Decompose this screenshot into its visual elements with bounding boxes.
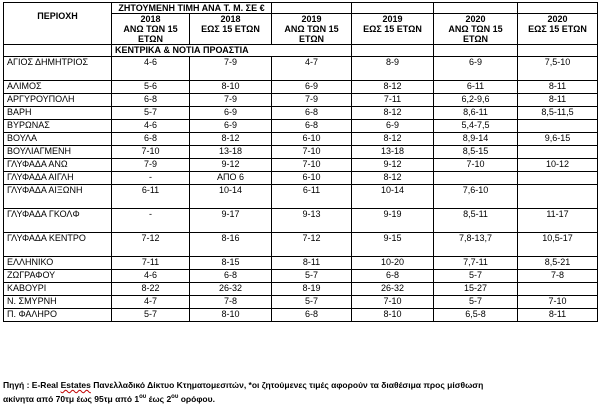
area-cell: ΓΛΥΦΑΔΑ ΑΙΞΩΝΗ [4,185,112,209]
price-cell: 6,5-8 [434,309,518,322]
column-year: 2020 [465,14,486,24]
price-cell: 8-12 [352,133,434,146]
area-cell: ΓΛΥΦΑΔΑ ΚΕΝΤΡΟ [4,233,112,257]
source-prefix: Πηγή : E-Real [3,380,61,390]
price-cell: 13-18 [190,146,272,159]
area-cell: ΓΛΥΦΑΔΑ ΓΚΟΛΦ [4,209,112,233]
price-cell: 6-9 [190,107,272,120]
price-cell: 7-8 [190,296,272,309]
price-cell: 13-18 [352,146,434,159]
column-label: ΕΩΣ 15 ΕΤΩΝ [201,24,260,34]
column-header [518,14,598,45]
price-cell: 9-13 [272,209,352,233]
price-cell: 7-11 [112,257,190,270]
area-cell: ΒΟΥΛΙΑΓΜΕΝΗ [4,146,112,159]
area-cell: ΚΑΒΟΥΡΙ [4,283,112,296]
price-cell: 7-9 [190,57,272,81]
price-cell [518,172,598,185]
price-cell: 8-19 [272,283,352,296]
price-cell: 8,5-11 [434,209,518,233]
table-row [4,146,598,159]
area-cell: ΖΩΓΡΑΦΟΥ [4,270,112,283]
price-cell: 8-9 [352,57,434,81]
price-cell: 4-6 [112,270,190,283]
price-cell [518,283,598,296]
price-cell: 9-15 [352,233,434,257]
price-cell: 7,5-10 [518,57,598,81]
price-cell: 6-10 [272,133,352,146]
table-row [4,94,598,107]
price-cell: 7-9 [112,159,190,172]
price-cell: 5-7 [434,296,518,309]
price-cell: 5-7 [434,270,518,283]
price-cell: 26-32 [352,283,434,296]
price-cell: 7,6-10 [434,185,518,209]
price-cell: 10-14 [352,185,434,209]
price-cell: 7-9 [190,94,272,107]
price-cell [518,146,598,159]
header-row-title [4,3,598,14]
column-header [190,14,272,45]
price-cell: 7-9 [272,94,352,107]
price-cell: 6-11 [434,81,518,94]
price-cell: 8-22 [112,283,190,296]
price-cell: 6-8 [112,133,190,146]
price-cell: 8-10 [190,309,272,322]
table-row [4,270,598,283]
source-sup1: ου [139,394,147,401]
price-cell: 4-6 [112,120,190,133]
price-cell: 5-6 [112,81,190,94]
table-row [4,185,598,209]
price-cell: 6-8 [272,107,352,120]
price-cell: 10-20 [352,257,434,270]
table-row [4,159,598,172]
section-row [4,45,598,57]
price-cell: 8,9-14 [434,133,518,146]
price-cell: 10,5-17 [518,233,598,257]
price-cell: 6-9 [352,120,434,133]
source-line2-c: ορόφου. [178,394,215,404]
price-cell: 8-10 [352,309,434,322]
column-label: ΕΩΣ 15 ΕΤΩΝ [528,24,587,34]
price-cell: 7-12 [112,233,190,257]
price-cell: 8-11 [272,257,352,270]
price-cell: 4-7 [112,296,190,309]
price-cell: 7-12 [272,233,352,257]
area-cell: ΒΟΥΛΑ [4,133,112,146]
price-cell: 8,5-11,5 [518,107,598,120]
table-row [4,107,598,120]
price-cell: 7,8-13,7 [434,233,518,257]
price-cell: - [112,209,190,233]
column-header [112,14,190,45]
column-year: 2018 [220,14,241,24]
price-cell: 7-10 [352,296,434,309]
column-label: ΑΝΩ ΤΩΝ 15 ΕΤΩΝ [123,24,178,44]
price-cell: 8,5-21 [518,257,598,270]
price-cell: 7-10 [272,146,352,159]
price-cell: 7,7-11 [434,257,518,270]
region-header: ΠΕΡΙΟΧΗ [4,3,112,45]
price-cell: 6-8 [112,94,190,107]
table-row [4,233,598,257]
source-note [3,378,597,406]
price-cell: 15-27 [434,283,518,296]
price-cell: 6-9 [190,120,272,133]
price-cell [518,120,598,133]
price-cell: 26-32 [190,283,272,296]
column-label: ΕΩΣ 15 ΕΤΩΝ [363,24,422,34]
area-cell: ΑΡΓΥΡΟΥΠΟΛΗ [4,94,112,107]
price-cell: 7-8 [518,270,598,283]
price-cell: 8-15 [190,257,272,270]
table-row [4,257,598,270]
price-cell: 10-14 [190,185,272,209]
price-cell: 7-11 [352,94,434,107]
table-row [4,296,598,309]
source-rest: Πανελλαδικό Δίκτυο Κτηματομεσιτών, *οι ζητούμενες τιμές αφορούν τα διαθέσιμα προς μίσθωση [90,380,484,390]
price-cell: 5-7 [112,107,190,120]
table-row [4,133,598,146]
price-cell: 6-9 [272,81,352,94]
area-cell: ΓΛΥΦΑΔΑ ΑΙΓΛΗ [4,172,112,185]
price-cell: 5-7 [272,270,352,283]
price-cell: 8,6-11 [434,107,518,120]
section-title: ΚΕΝΤΡΙΚΑ & ΝΟΤΙΑ ΠΡΟΑΣΤΙΑ [112,45,352,57]
price-cell: 6-11 [272,185,352,209]
price-cell: 5-7 [272,296,352,309]
price-cell: 8-12 [352,81,434,94]
price-cell: 8-12 [352,172,434,185]
price-cell: 9-12 [352,159,434,172]
column-header [352,14,434,45]
price-cell: 6-11 [112,185,190,209]
price-cell: 8-12 [190,133,272,146]
table-row [4,57,598,81]
price-cell: ΑΠΟ 6 [190,172,272,185]
column-year: 2018 [140,14,161,24]
price-cell: 8-11 [518,94,598,107]
price-cell: 10-12 [518,159,598,172]
table-row [4,309,598,322]
area-cell: ΑΛΙΜΟΣ [4,81,112,94]
source-line2-b: έως 2 [146,394,172,404]
price-cell: 7-10 [518,296,598,309]
column-header [272,14,352,45]
column-header [434,14,518,45]
price-cell: 4-7 [272,57,352,81]
price-cell: 9-19 [352,209,434,233]
price-cell: 7-10 [272,159,352,172]
price-cell: 6,2-9,6 [434,94,518,107]
price-cell: - [112,172,190,185]
price-cell: 5,4-7,5 [434,120,518,133]
price-title: ΖΗΤΟΥΜΕΝΗ ΤΙΜΗ ΑΝΑ Τ. Μ. ΣΕ € [112,3,272,14]
price-cell: 8,5-15 [434,146,518,159]
source-line2-a: ακίνητα από 70τμ έως 95τμ από 1 [3,394,140,404]
price-cell: 8-12 [352,107,434,120]
table-row [4,81,598,94]
column-year: 2020 [547,14,568,24]
source-underlined: Estates [60,380,91,390]
price-cell: 7-10 [112,146,190,159]
price-cell: 7-10 [434,159,518,172]
price-cell: 8-10 [190,81,272,94]
price-cell: 6-8 [272,120,352,133]
price-cell [518,185,598,209]
price-cell: 6-10 [272,172,352,185]
area-cell: ΑΓΙΟΣ ΔΗΜΗΤΡΙΟΣ [4,57,112,81]
table-row [4,283,598,296]
area-cell: ΒΥΡΩΝΑΣ [4,120,112,133]
table-row [4,120,598,133]
price-cell: 6-8 [352,270,434,283]
price-cell: 8-16 [190,233,272,257]
column-year: 2019 [301,14,322,24]
column-label: ΑΝΩ ΤΩΝ 15 ΕΤΩΝ [448,24,503,44]
price-cell: 11-17 [518,209,598,233]
column-year: 2019 [382,14,403,24]
area-cell: Ν. ΣΜΥΡΝΗ [4,296,112,309]
area-cell: ΒΑΡΗ [4,107,112,120]
column-label: ΑΝΩ ΤΩΝ 15 ΕΤΩΝ [284,24,339,44]
price-cell [434,172,518,185]
price-cell: 9,6-15 [518,133,598,146]
price-cell: 4-6 [112,57,190,81]
price-table [3,2,598,322]
price-cell: 6-8 [272,309,352,322]
area-cell: ΕΛΛΗΝΙΚΟ [4,257,112,270]
table-row [4,172,598,185]
area-cell: ΓΛΥΦΑΔΑ ΑΝΩ [4,159,112,172]
table-row [4,209,598,233]
price-cell: 9-12 [190,159,272,172]
price-cell: 6-9 [434,57,518,81]
area-cell: Π. ΦΑΛΗΡΟ [4,309,112,322]
price-cell: 8-11 [518,81,598,94]
source-sup2: ου [171,394,179,401]
price-cell: 9-17 [190,209,272,233]
price-cell: 5-7 [112,309,190,322]
price-cell: 8-11 [518,309,598,322]
price-cell: 6-8 [190,270,272,283]
